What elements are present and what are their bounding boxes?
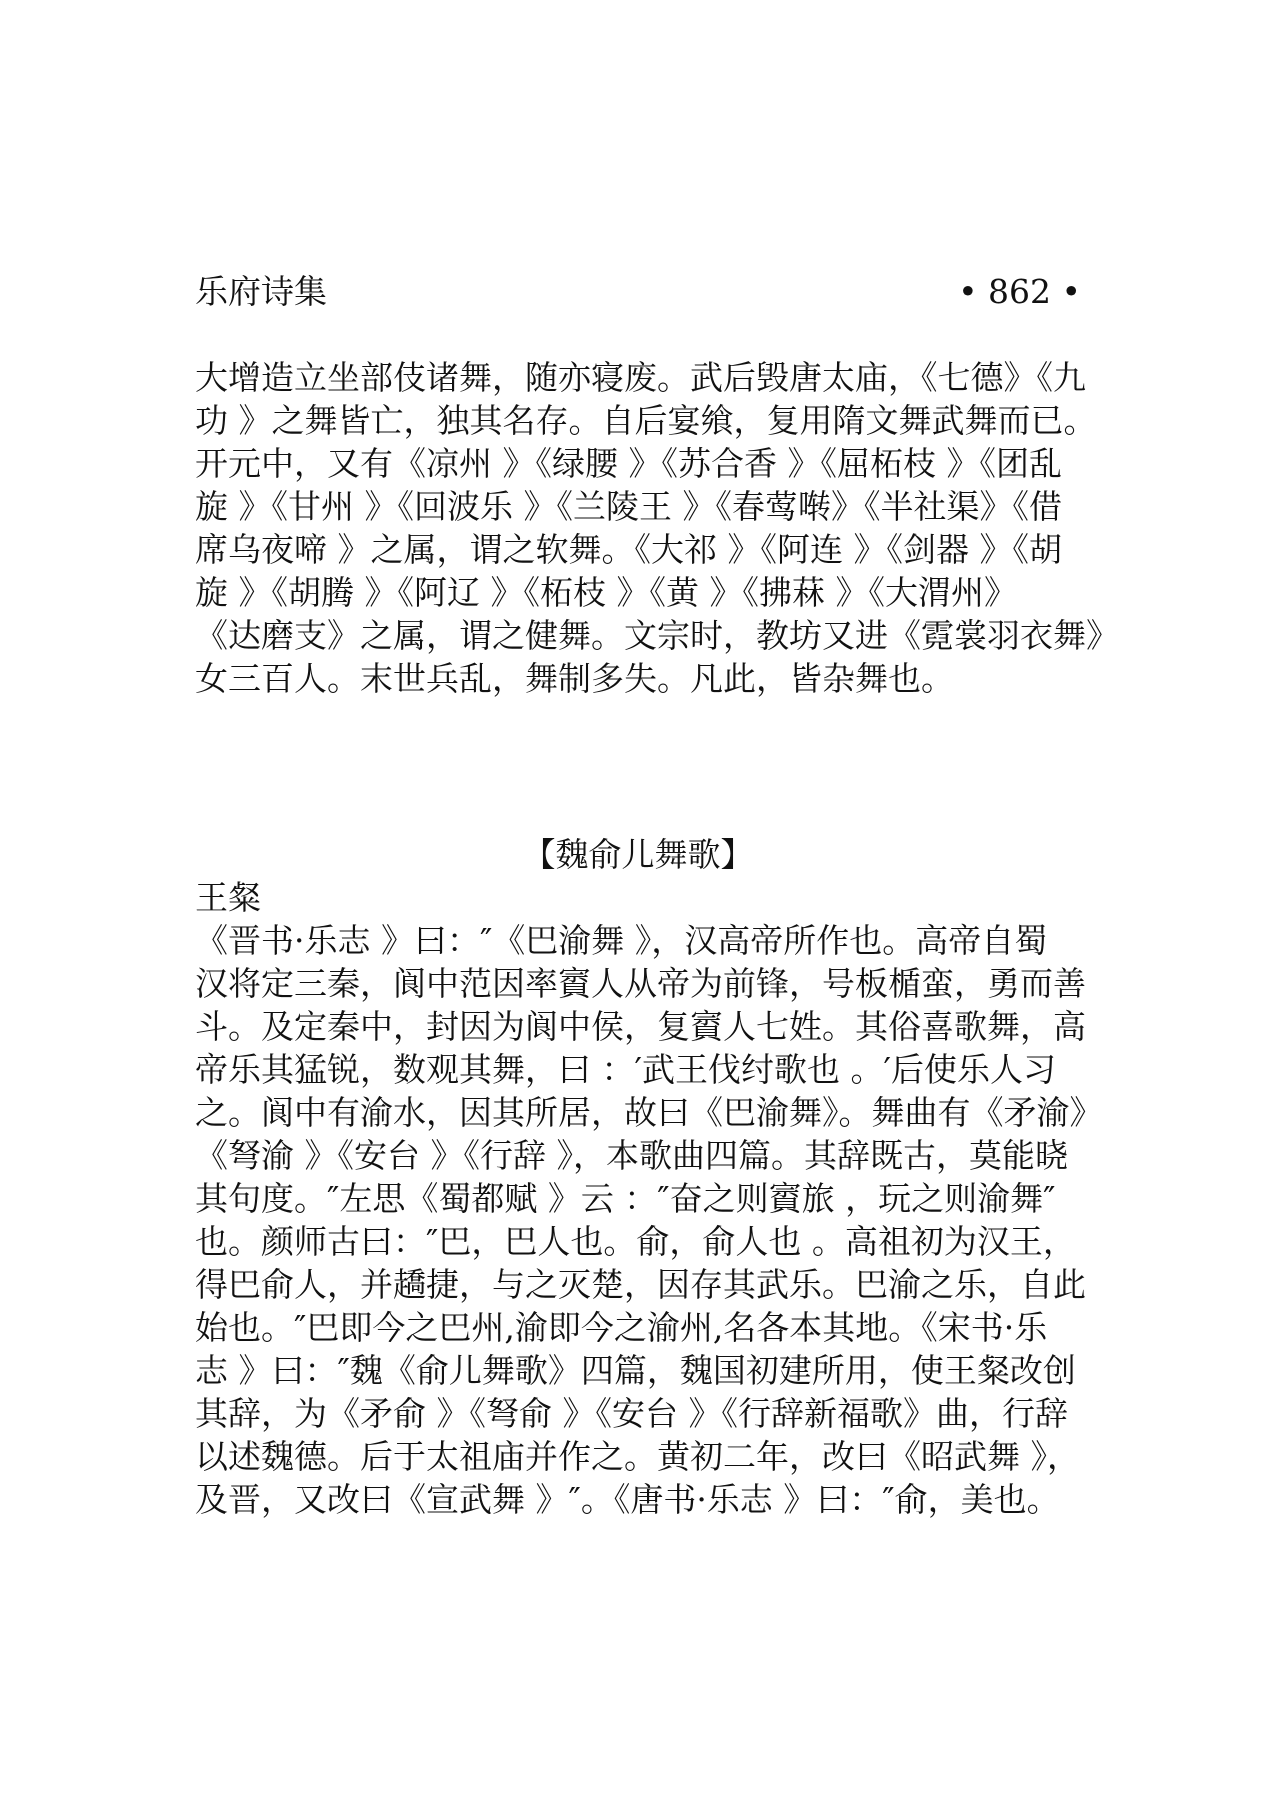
text-line: 汉将定三秦，阆中范因率賨人从帝为前锋，号板楯蛮，勇而善 xyxy=(195,964,1086,1003)
text-line: 功 》之舞皆亡，独其名存。自后宴飨，复用隋文舞武舞而已。 xyxy=(195,401,1097,440)
text-line: 《晋书·乐志 》曰：″《巴渝舞 》，汉高帝所作也。高帝自蜀 xyxy=(195,921,1048,960)
text-line: 开元中，又有《凉州 》《绿腰 》《苏合香 》《屈柘枝 》《团乱 xyxy=(195,444,1062,483)
text-line: 得巴俞人，并趫捷，与之灭楚，因存其武乐。巴渝之乐，自此 xyxy=(195,1265,1086,1304)
text-line: 帝乐其猛锐，数观其舞，曰 ：′武王伐纣歌也 。′后使乐人习 xyxy=(195,1050,1056,1089)
text-line: 以述魏德。后于太祖庙并作之。黄初二年，改曰《昭武舞 》， xyxy=(195,1437,1080,1476)
page-number: • 862 • xyxy=(958,272,1081,311)
book-title: 乐府诗集 xyxy=(195,272,327,311)
commentary-paragraph xyxy=(195,919,1115,1521)
page-header xyxy=(195,270,1081,314)
text-line: 始也。″巴即今之巴州,渝即今之渝州,名各本其地。《宋书·乐 xyxy=(195,1308,1048,1347)
author-name: 王粲 xyxy=(195,878,261,917)
text-line: 其句度。″左思《蜀都赋 》云 ：″奋之则賨旅 ，玩之则渝舞″ xyxy=(195,1179,1056,1218)
text-line: 志 》曰：″魏《俞儿舞歌》四篇，魏国初建所用，使王粲改创 xyxy=(195,1351,1076,1390)
section-title: 【魏俞儿舞歌】 xyxy=(522,835,754,874)
text-line: 旋 》《甘州 》《回波乐 》《兰陵王 》《春莺啭》《半社渠》《借 xyxy=(195,487,1062,526)
text-line: 大增造立坐部伎诸舞，随亦寝废。武后毁唐太庙，《七德》《九 xyxy=(195,358,1086,397)
text-line: 其辞，为《矛俞 》《弩俞 》《安台 》《行辞新福歌》曲，行辞 xyxy=(195,1394,1068,1433)
text-line: 斗。及定秦中，封因为阆中侯，复賨人七姓。其俗喜歌舞，高 xyxy=(195,1007,1086,1046)
text-line: 之。阆中有渝水，因其所居，故曰《巴渝舞》。舞曲有《矛渝》 xyxy=(195,1093,1103,1132)
intro-paragraph xyxy=(195,356,1119,700)
text-line: 女三百人。末世兵乱，舞制多失。凡此，皆杂舞也。 xyxy=(195,659,954,698)
text-line: 《弩渝 》《安台 》《行辞 》，本歌曲四篇。其辞既古，莫能晓 xyxy=(195,1136,1068,1175)
text-line: 旋 》《胡腾 》《阿辽 》《柘枝 》《黄 》《拂菻 》《大渭州》 xyxy=(195,573,1017,612)
text-line: 席乌夜啼 》之属，谓之软舞。《大祁 》《阿连 》《剑器 》《胡 xyxy=(195,530,1062,569)
text-line: 《达磨支》之属，谓之健舞。文宗时，教坊又进《霓裳羽衣舞》 xyxy=(195,616,1119,655)
text-line: 也。颜师古曰：″巴，巴人也。俞，俞人也 。高祖初为汉王， xyxy=(195,1222,1076,1261)
text-line: 及晋，又改曰《宣武舞 》″。《唐书·乐志 》曰：″俞，美也。 xyxy=(195,1480,1060,1519)
